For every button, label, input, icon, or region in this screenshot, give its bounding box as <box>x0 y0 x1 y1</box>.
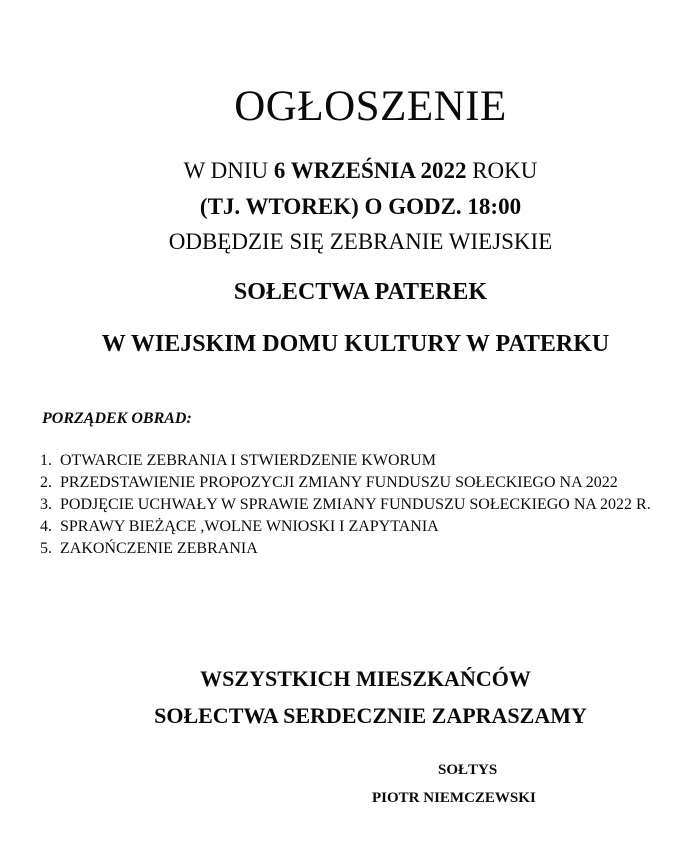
list-item <box>40 495 670 515</box>
agenda-item-number: 3. <box>40 496 52 513</box>
list-item <box>40 451 670 471</box>
page-title: OGŁOSZENIE <box>234 83 507 130</box>
agenda-item-text: PRZEDSTAWIENIE PROPOZYCJI ZMIANY FUNDUSZU SOŁECKIEGO NA 2022 <box>60 474 618 491</box>
agenda-heading: PORZĄDEK OBRAD: <box>42 410 192 427</box>
agenda-item-text: PODJĘCIE UCHWAŁY W SPRAWIE ZMIANY FUNDUSZU SOŁECKIEGO NA 2022 R. <box>60 496 651 513</box>
list-item <box>40 539 670 559</box>
agenda-item-number: 1. <box>40 452 52 469</box>
invitation-line-1: WSZYSTKICH MIESZKAŃCÓW <box>200 666 531 691</box>
date-prefix: W DNIU <box>183 158 274 183</box>
signature-name: PIOTR NIEMCZEWSKI <box>372 790 536 806</box>
meeting-date-line <box>0 158 681 184</box>
agenda-list <box>40 451 670 561</box>
list-item <box>40 517 670 537</box>
date-suffix: ROKU <box>466 158 538 183</box>
agenda-item-number: 2. <box>40 474 52 491</box>
agenda-item-text: OTWARCIE ZEBRANIA I STWIERDZENIE KWORUM <box>60 452 436 469</box>
list-item <box>40 473 670 493</box>
village-name: SOŁECTWA PATEREK <box>233 279 488 305</box>
meeting-description: ODBĘDZIE SIĘ ZEBRANIE WIEJSKIE <box>168 229 553 254</box>
agenda-item-text: ZAKOŃCZENIE ZEBRANIA <box>60 540 258 557</box>
agenda-item-number: 4. <box>40 518 52 535</box>
agenda-item-text: SPRAWY BIEŻĄCE ,WOLNE WNIOSKI I ZAPYTANIA <box>60 518 439 535</box>
invitation-line-2: SOŁECTWA SERDECZNIE ZAPRASZAMY <box>154 703 587 728</box>
agenda-item-number: 5. <box>40 540 52 557</box>
meeting-location: W WIEJSKIM DOMU KULTURY W PATERKU <box>101 331 610 357</box>
meeting-time-line: (TJ. WTOREK) O GODZ. 18:00 <box>199 194 522 219</box>
meeting-date: 6 WRZEŚNIA 2022 <box>273 158 467 183</box>
signature-role: SOŁTYS <box>438 762 498 778</box>
